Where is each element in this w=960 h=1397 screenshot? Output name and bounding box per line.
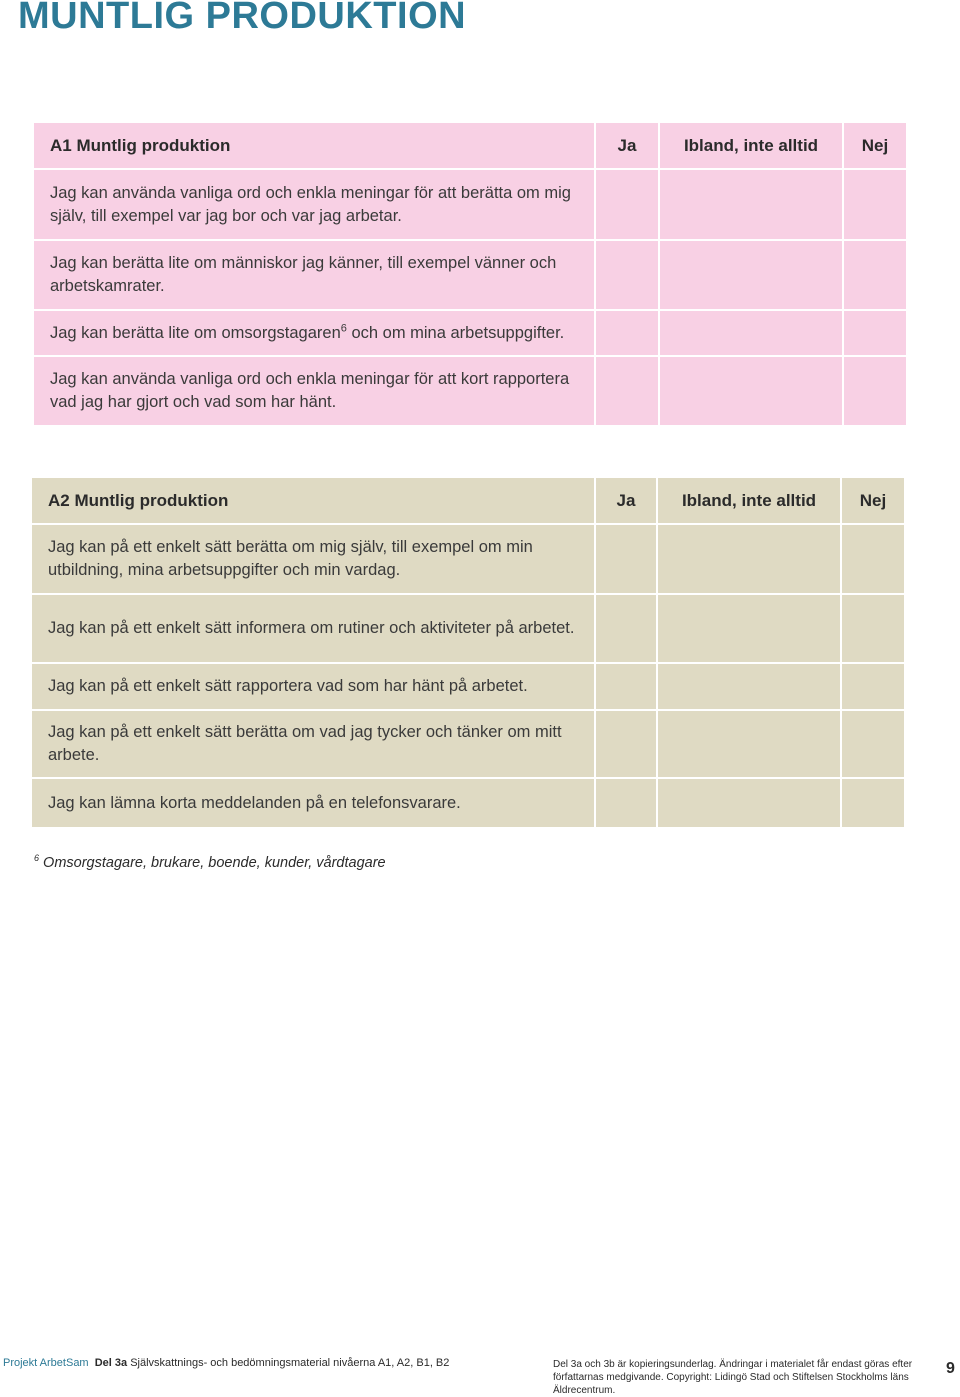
footnote-number: 6 [34,853,40,864]
page-number: 9 [946,1360,955,1377]
answer-box-nej[interactable] [843,356,907,426]
statement-text: Jag kan på ett enkelt sätt rapportera vad som har hänt på arbetet. [31,663,595,710]
answer-box-ibland[interactable] [657,663,841,710]
answer-box-nej[interactable] [843,169,907,240]
answer-box-nej[interactable] [841,710,905,778]
answer-box-ja[interactable] [595,524,657,594]
answer-box-ja[interactable] [595,240,659,310]
table-row [33,356,907,426]
statement-text: Jag kan lämna korta meddelanden på en telefonsvarare. [31,778,595,828]
answer-box-nej[interactable] [841,524,905,594]
statement-text: Jag kan på ett enkelt sätt informera om rutiner och aktiviteter på arbetet. [31,594,595,663]
answer-box-ibland[interactable] [659,240,843,310]
answer-box-ja[interactable] [595,169,659,240]
table-row [31,524,905,594]
answer-box-ibland[interactable] [659,169,843,240]
answer-box-ja[interactable] [595,778,657,828]
answer-box-ibland[interactable] [659,310,843,356]
a1-self-assessment-table [32,121,908,427]
answer-box-ja[interactable] [595,594,657,663]
column-header-ibland: Ibland, inte alltid [657,477,841,524]
table-title: A2 Muntlig produktion [31,477,595,524]
column-header-nej: Nej [843,122,907,169]
answer-box-ja[interactable] [595,310,659,356]
statement-text: Jag kan berätta lite om människor jag känner, till exempel vänner och arbetskamrater. [33,240,595,310]
answer-box-nej[interactable] [841,663,905,710]
column-header-ja: Ja [595,122,659,169]
table-row [31,710,905,778]
statement-text-part: och om mina arbetsuppgifter. [346,323,565,342]
footnote-reference: 6 [340,322,347,334]
statement-text: Jag kan på ett enkelt sätt berätta om vad jag tycker och tänker om mitt arbete. [31,710,595,778]
statement-text: Jag kan använda vanliga ord och enkla meningar för att berätta om mig själv, till exempel var jag bor och var jag arbetar. [33,169,595,240]
footer-copyright-notice: Del 3a och 3b är kopieringsunderlag. Ändringar i materialet får endast göras efter författarnas medgivande. Copyright: Lidingö Stad och Stiftelsen Stockholms läns Äldrecentrum. [553,1359,913,1396]
column-header-nej: Nej [841,477,905,524]
statement-text-part: Jag kan berätta lite om omsorgstagaren [50,323,341,342]
answer-box-nej[interactable] [841,594,905,663]
answer-box-ja[interactable] [595,710,657,778]
answer-box-ibland[interactable] [657,710,841,778]
answer-box-ibland[interactable] [657,594,841,663]
table-header-row [31,477,905,524]
footnote [34,855,386,871]
footnote-text: Omsorgstagare, brukare, boende, kunder, vårdtagare [39,855,386,871]
answer-box-nej[interactable] [841,778,905,828]
footer-left [3,1357,449,1369]
table-row [31,663,905,710]
table-row [33,240,907,310]
answer-box-ibland[interactable] [659,356,843,426]
table-row [31,594,905,663]
column-header-ja: Ja [595,477,657,524]
table-row [31,778,905,828]
table-row [33,310,907,356]
answer-box-ja[interactable] [595,356,659,426]
answer-box-ibland[interactable] [657,778,841,828]
answer-box-nej[interactable] [843,310,907,356]
table-row [33,169,907,240]
statement-text: Jag kan på ett enkelt sätt berätta om mig själv, till exempel om min utbildning, mina arbetsuppgifter och min vardag. [31,524,595,594]
footer-description: Självskattnings- och bedömningsmaterial nivåerna A1, A2, B1, B2 [127,1357,450,1369]
a2-self-assessment-table [30,476,906,829]
footer-part: Del 3a [94,1357,128,1369]
answer-box-ibland[interactable] [657,524,841,594]
statement-text: Jag kan använda vanliga ord och enkla meningar för att kort rapportera vad jag har gjort och vad som har hänt. [33,356,595,426]
statement-text [33,310,595,356]
table-header-row [33,122,907,169]
answer-box-nej[interactable] [843,240,907,310]
answer-box-ja[interactable] [595,663,657,710]
page-title: MUNTLIG PRODUKTION [18,0,467,37]
footer-brand: Projekt ArbetSam [3,1357,89,1369]
table-title: A1 Muntlig produktion [33,122,595,169]
column-header-ibland: Ibland, inte alltid [659,122,843,169]
